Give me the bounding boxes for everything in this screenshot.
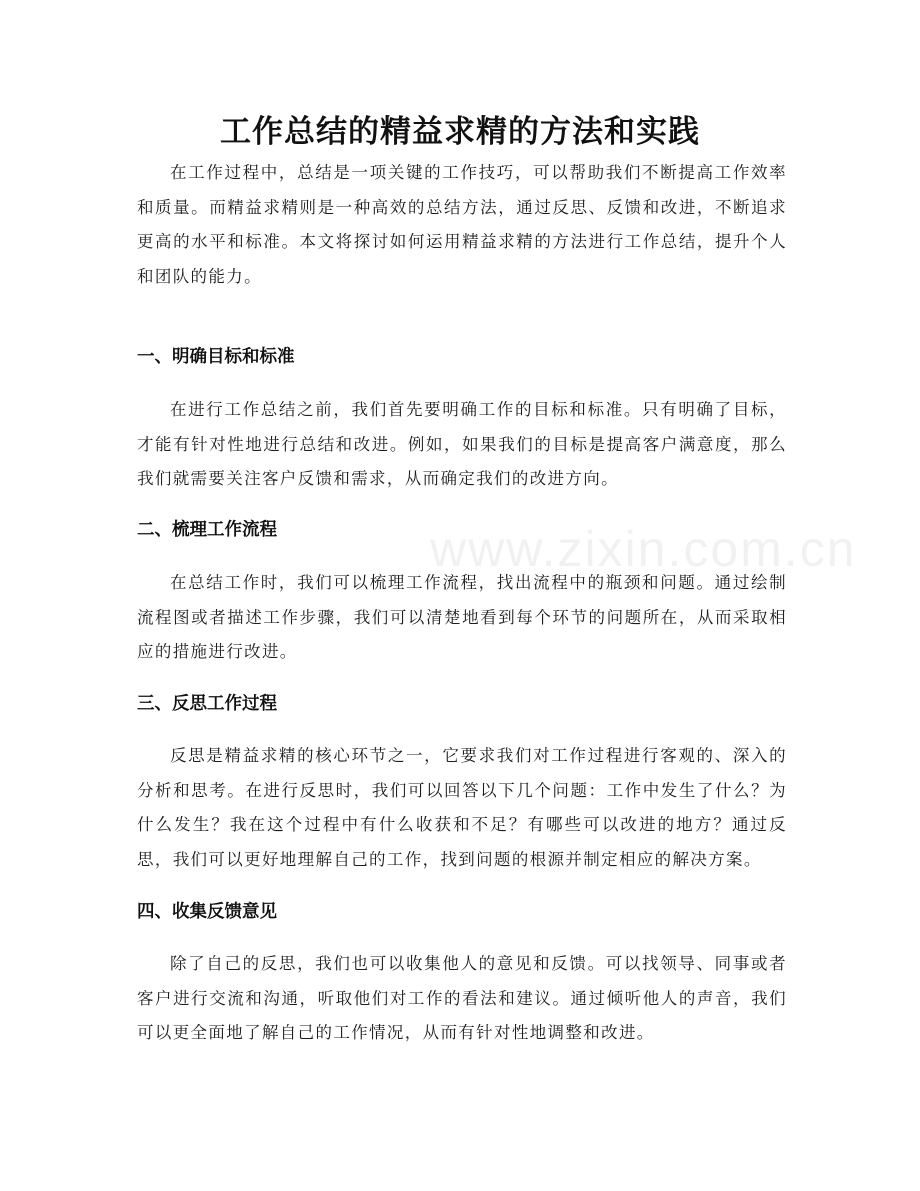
- section-body-4: 除了自己的反思，我们也可以收集他人的意见和反馈。可以找领导、同事或者客户进行交流和沟通，听取他们对工作的看法和建议。通过倾听他人的声音，我们可以更全面地了解自己的工作情况，从而有针对性地调整和改进。: [137, 954, 787, 1042]
- section-heading-2: 二、梳理工作流程: [137, 520, 277, 540]
- section-body-1: 在进行工作总结之前，我们首先要明确工作的目标和标准。只有明确了目标，才能有针对性地进行总结和改进。例如，如果我们的目标是提高客户满意度，那么我们就需要关注客户反馈和需求，从而确定我们的改进方向。: [137, 400, 787, 488]
- page-title: 工作总结的精益求精的方法和实践: [220, 114, 700, 150]
- section-heading-1: 一、明确目标和标准: [137, 347, 295, 367]
- watermark: www.zixin.com.cn: [430, 521, 857, 577]
- section-body-2: 在总结工作时，我们可以梳理工作流程，找出流程中的瓶颈和问题。通过绘制流程图或者描述工作步骤，我们可以清楚地看到每个环节的问题所在，从而采取相应的措施进行改进。: [137, 573, 787, 661]
- section-body-3: 反思是精益求精的核心环节之一，它要求我们对工作过程进行客观的、深入的分析和思考。在进行反思时，我们可以回答以下几个问题：工作中发生了什么？为什么发生？我在这个过程中有什么收获和不足？有哪些可以改进的地方？通过反思，我们可以更好地理解自己的工作，找到问题的根源并制定相应的解决方案。: [137, 746, 787, 869]
- intro-paragraph: 在工作过程中，总结是一项关键的工作技巧，可以帮助我们不断提高工作效率和质量。而精益求精则是一种高效的总结方法，通过反思、反馈和改进，不断追求更高的水平和标准。本文将探讨如何运用精益求精的方法进行工作总结，提升个人和团队的能力。: [137, 163, 787, 286]
- section-heading-4: 四、收集反馈意见: [137, 902, 277, 922]
- section-heading-3: 三、反思工作过程: [137, 694, 277, 714]
